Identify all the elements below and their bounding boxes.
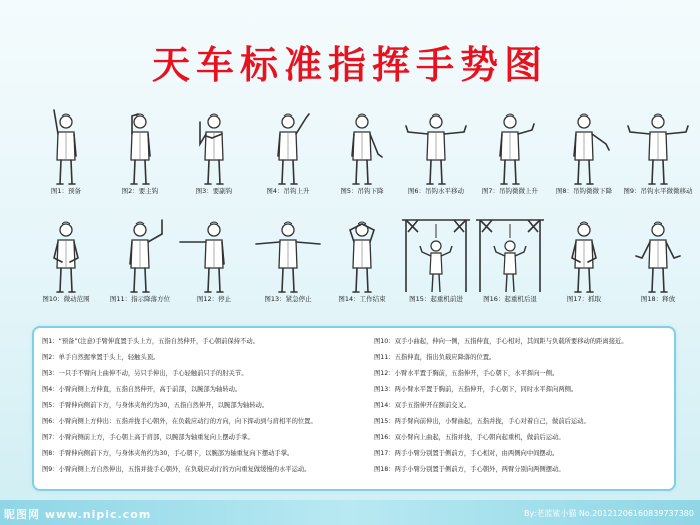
gesture-caption: 图12：停止 [196,295,232,303]
poster-title: 天车标准指挥手势图 [151,42,548,87]
gesture-caption: 图1：预备 [50,187,82,195]
description-line: 图5：手臂伸向侧前下方，与身体夹角约为30，五指自然伸开，以腕部为轴转动。 [42,402,269,409]
gesture-figure-icon [250,212,326,296]
gesture-caption: 图3：要副钩 [195,187,233,195]
description-line: 图10：双手小曲起，伸向一侧，五指伸直，手心相对，其间距与负载所要移动的距离接近。 [374,338,628,345]
gesture-figure [102,104,178,188]
description-line: 图9：小臂向侧上方自然伸出，五指并拢手心朝外，在负载应动行的方向重复做缓慢的水平运动。 [42,466,311,473]
watermark-bar [0,500,700,525]
gesture-figure-icon [398,104,474,188]
gesture-caption: 图2：要主钩 [121,187,159,195]
gesture-figure [28,104,104,188]
gesture-figure-icon [250,104,326,188]
gesture-figure [102,212,178,296]
gesture-figure-icon [472,104,548,188]
gesture-figure-icon [176,104,252,188]
gesture-caption: 图13：紧急停止 [264,295,312,303]
gesture-figure [546,104,622,188]
description-line: 图1：“预备”(注意)手臂伸直置于头上方，五指自然伸开，手心朝前保持不动。 [42,338,259,345]
gesture-caption: 图15：起重机前进 [409,295,463,303]
gesture-figure [546,212,622,296]
gesture-figure [250,104,326,188]
description-line: 图2：单手自然握拳置于头上，轻触头顶。 [42,354,160,361]
gesture-figure-icon [102,212,178,296]
description-line: 图14：双手五指伸开在额前交叉。 [374,402,471,409]
description-line: 图6：小臂向侧上方伸出：五指并拢手心朝外，在负载应动行的方向，向下挥动到与肩相平的位置。 [42,418,317,425]
description-line: 图15：两手臂向前伸出，小臂曲起，五指并拢，手心对着自己，做前后运动。 [374,418,590,425]
gesture-figure-icon [620,104,696,188]
gesture-figure-icon [324,104,400,188]
gesture-caption: 图10：微动范围 [42,295,90,303]
gesture-caption: 图5：吊钩下降 [340,187,384,195]
gesture-caption: 图14：工作结束 [338,295,386,303]
gesture-figure-icon [176,212,252,296]
gesture-figure-icon [28,212,104,296]
gesture-figure [324,104,400,188]
gesture-caption: 图4：吊钩上升 [266,187,310,195]
gesture-caption: 图9：吊钩水平微微移动 [623,187,693,195]
gesture-figure-icon [546,212,622,296]
gesture-figure [176,212,252,296]
description-line: 图3：一只手不臂向上曲伸不动，另只手伸出，手心轻触前只手的肘关节。 [42,370,248,377]
watermark-site: 昵图网 www.nipic.com [4,508,152,521]
watermark-id: By:老蓝鲨小猫 No.20121206160839737380 [524,509,694,518]
description-line: 图12：小臂水平置于胸前，五指伸开，手心朝下，水平挥向一侧。 [374,370,559,377]
description-line: 图17：两手小臂分别置于侧前方，手心相对，由两侧向中间摆动。 [374,450,559,457]
gesture-figure [176,104,252,188]
description-line: 图7：小臂向侧前上方，手心朝上高于肩部，以腕部为轴重复向上摆动手掌。 [42,434,254,441]
gesture-caption: 图8：吊钩微微下降 [555,187,613,195]
gesture-figure-icon [28,104,104,188]
gesture-caption: 图18：释放 [640,295,676,303]
gesture-caption: 图6：吊钩水平移动 [407,187,465,195]
description-line: 图16：双小臂向上曲起，五指并拢，手心朝向起重机，做前后运动。 [374,434,565,441]
gesture-figure-icon [102,104,178,188]
gesture-figure-icon [324,212,400,296]
description-line: 图13：两小臂水平置于胸前，五指伸开，手心朝下，同时水平挥向两侧。 [374,386,578,393]
gesture-figure [620,212,696,296]
gesture-figure [250,212,326,296]
description-line: 图4：小臂向侧上方伸直，五指自然伸开，高于前部，以腕部为轴转动。 [42,386,242,393]
gesture-caption: 图11：指示降落方位 [109,295,171,303]
gesture-caption: 图7：吊钩微微上升 [481,187,539,195]
gesture-figure [324,212,400,296]
gesture-figure [398,212,474,296]
description-line: 图18：两手小臂分别置于侧前方，手心朝外，两臂分别向两侧摆动。 [374,466,565,473]
gesture-figure-icon [398,212,474,296]
gesture-figure [472,104,548,188]
gesture-caption: 图16：起重机后退 [483,295,537,303]
gesture-figure-icon [546,104,622,188]
gesture-caption: 图17：抓取 [566,295,602,303]
description-line: 图8：手臂伸向侧前下方，与身体夹角约为30，手心朝下，以腕部为轴重复向下摆动手掌。 [42,450,294,457]
gesture-figure [28,212,104,296]
description-line: 图11：五指伸直，指出负载应降落的位置。 [374,354,496,361]
gesture-figure-icon [472,212,548,296]
gesture-figure-icon [620,212,696,296]
gesture-figure [472,212,548,296]
gesture-figure [620,104,696,188]
gesture-figure [398,104,474,188]
description-panel [32,326,676,491]
